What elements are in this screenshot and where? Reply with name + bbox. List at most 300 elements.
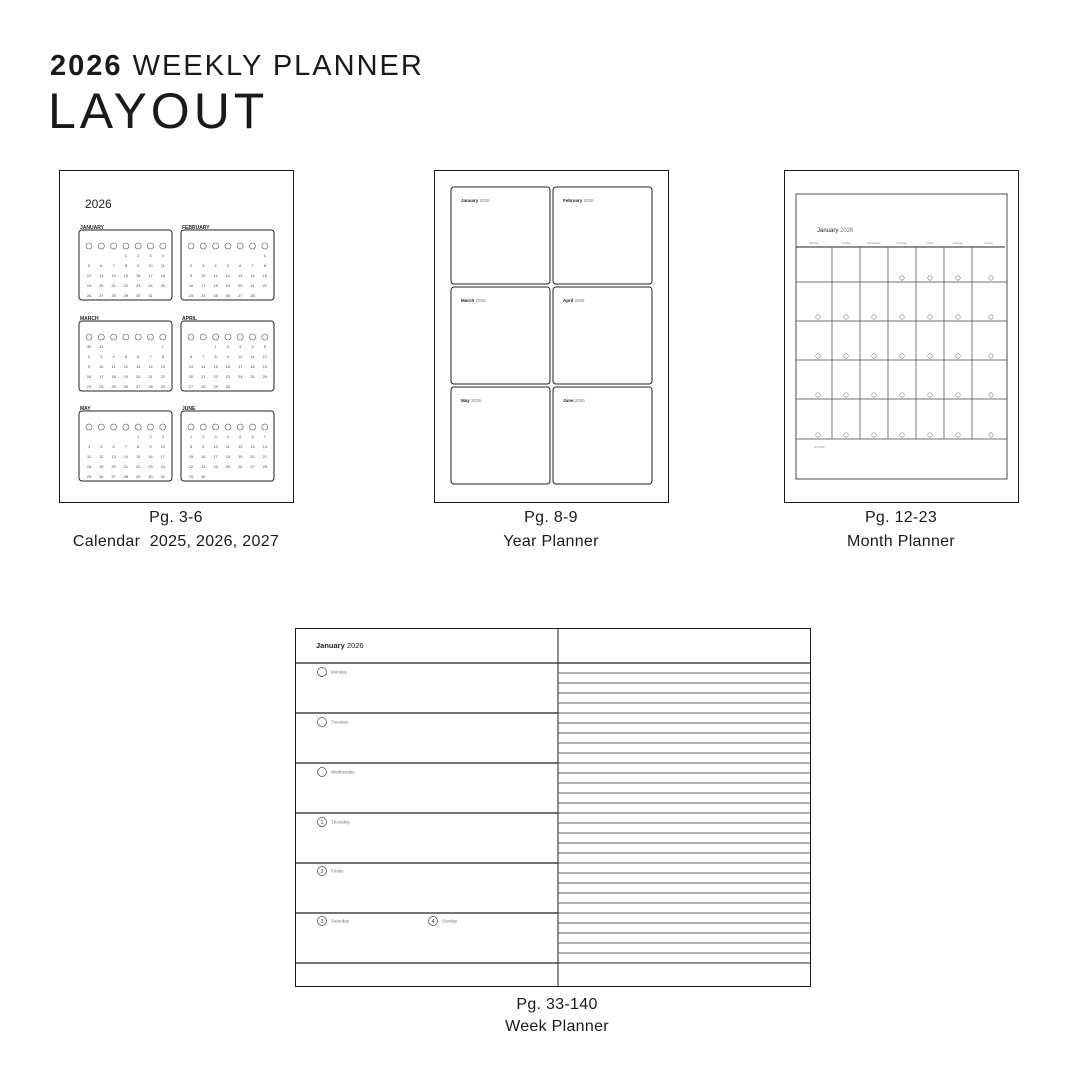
calendar-day-number: 23 — [201, 465, 206, 469]
calendar-day-number: 4 — [214, 264, 217, 268]
weekday-circle — [200, 334, 206, 340]
calendar-day-number: 4 — [112, 355, 115, 359]
year-caption-title: Year Planner — [503, 533, 599, 550]
calendar-day-number: 30 — [201, 475, 206, 479]
calendar-day-number: 22 — [136, 465, 141, 469]
calendar-day-number: 18 — [225, 455, 231, 459]
month-day-circle — [989, 433, 993, 437]
calendar-day-number: 13 — [238, 274, 243, 278]
calendar-day-number: 28 — [111, 294, 116, 298]
month-day-circle — [872, 354, 876, 358]
weekday-circle — [225, 424, 231, 430]
title-layout: LAYOUT — [48, 83, 269, 139]
calendar-day-number: 5 — [124, 355, 127, 359]
weekday-circle — [213, 334, 219, 340]
weekday-circle — [123, 424, 129, 430]
month-weekday-label: Thursday — [896, 242, 908, 245]
calendar-day-number: 12 — [225, 274, 231, 278]
week-day-label: Saturday — [331, 918, 350, 924]
calendar-day-number: 6 — [189, 355, 193, 359]
week-title — [316, 641, 364, 650]
calendar-day-number: 18 — [213, 284, 218, 288]
month-frame — [796, 194, 1007, 479]
calendar-day-number: 16 — [148, 455, 153, 459]
year-caption — [401, 506, 701, 554]
weekday-circle — [262, 424, 268, 430]
month-day-circle — [989, 354, 993, 358]
calendar-day-number: 23 — [86, 385, 92, 389]
calendar-day-number: 4 — [161, 254, 164, 258]
calendar-day-number: 14 — [201, 365, 206, 369]
calendar-day-number: 3 — [239, 345, 242, 349]
month-weekday-label: Sunday — [984, 242, 993, 245]
weekday-circle — [262, 334, 268, 340]
calendar-day-number: 9 — [87, 365, 91, 369]
weekday-circle — [123, 334, 129, 340]
month-day-circle — [816, 393, 820, 397]
calendar-day-number: 30 — [136, 294, 141, 298]
calendar-day-number: 14 — [111, 274, 116, 278]
month-title-month: January — [817, 228, 839, 234]
calendar-day-number: 9 — [137, 264, 140, 268]
calendar-day-number: 3 — [100, 355, 103, 359]
weekday-circle — [237, 424, 243, 430]
calendar-day-number: 8 — [137, 445, 140, 449]
year-planner-drawing — [435, 171, 667, 501]
calendar-month-name: MARCH — [80, 316, 99, 322]
month-weekday-label: Monday — [809, 242, 819, 245]
year-month-year: 2026 — [573, 398, 585, 403]
calendar-year-label: 2026 — [85, 197, 112, 211]
calendar-day-number: 30 — [86, 345, 92, 349]
calendar-day-number: 21 — [123, 465, 129, 469]
calendar-month-name: JANUARY — [80, 225, 104, 231]
month-day-circle — [900, 433, 904, 437]
week-planner-drawing — [296, 629, 810, 986]
calendar-day-number: 5 — [226, 264, 229, 268]
calendar-day-number: 23 — [225, 375, 231, 379]
calendar-day-number: 19 — [225, 284, 231, 288]
calendar-caption-pages: Pg. 3-6 — [149, 509, 203, 526]
calendar-day-number: 12 — [262, 355, 267, 359]
calendar-day-number: 3 — [161, 435, 164, 439]
calendar-day-number: 16 — [201, 455, 206, 459]
calendar-day-number: 11 — [213, 274, 218, 278]
month-caption-title: Month Planner — [847, 533, 955, 550]
weekday-circle — [237, 334, 243, 340]
calendar-day-number: 18 — [111, 375, 116, 379]
calendar-day-number: 28 — [262, 465, 267, 469]
weekday-circle — [148, 243, 154, 249]
calendar-day-number: 22 — [262, 284, 267, 288]
calendar-day-number: 8 — [124, 264, 127, 268]
calendar-day-number: 5 — [100, 445, 103, 449]
year-month-name: May — [461, 398, 470, 403]
weekday-circle — [135, 424, 141, 430]
month-caption — [751, 506, 1051, 554]
month-day-circle — [844, 393, 848, 397]
title-rest: WEEKLY PLANNER — [132, 50, 424, 82]
calendar-day-number: 5 — [239, 435, 242, 439]
calendar-day-number: 1 — [189, 435, 193, 439]
year-month-year: 2026 — [573, 298, 585, 303]
calendar-day-number: 20 — [111, 465, 116, 469]
calendar-day-number: 4 — [87, 445, 91, 449]
calendar-day-number: 28 — [123, 475, 129, 479]
year-month-label — [563, 398, 585, 403]
month-day-circle — [816, 315, 820, 319]
calendar-day-number: 6 — [100, 264, 103, 268]
calendar-day-number: 10 — [201, 274, 206, 278]
calendar-day-number: 17 — [148, 274, 153, 278]
week-day-label: Monday — [331, 669, 348, 675]
title-line-weekly-planner — [50, 52, 424, 81]
calendar-day-number: 14 — [250, 274, 255, 278]
calendar-day-number: 26 — [99, 475, 104, 479]
weekday-circle — [148, 334, 154, 340]
calendar-month-name: FEBRUARY — [182, 225, 210, 231]
calendar-day-number: 9 — [189, 274, 193, 278]
weekday-circle — [86, 334, 92, 340]
calendar-month-name: JUNE — [182, 406, 196, 412]
year-month-name: April — [563, 298, 574, 303]
month-weekday-label: Wednesday — [867, 242, 881, 245]
month-day-circle — [956, 315, 960, 319]
calendar-day-number: 31 — [148, 294, 153, 298]
weekday-circle — [250, 243, 256, 249]
calendar-day-number: 10 — [213, 445, 218, 449]
calendar-day-number: 19 — [123, 375, 129, 379]
calendar-day-number: 27 — [238, 294, 243, 298]
weekday-circle — [86, 243, 92, 249]
calendar-day-number: 1 — [263, 254, 266, 258]
calendar-day-number: 16 — [136, 274, 141, 278]
year-planner-page-preview — [434, 170, 669, 503]
calendar-day-number: 12 — [238, 445, 243, 449]
calendar-day-number: 25 — [160, 284, 165, 288]
calendar-day-number: 7 — [202, 355, 205, 359]
year-month-year: 2026 — [478, 198, 490, 203]
calendar-day-number: 20 — [238, 284, 243, 288]
calendar-day-number: 5 — [263, 345, 266, 349]
calendar-day-number: 25 — [111, 385, 116, 389]
calendar-day-number: 26 — [123, 385, 129, 389]
calendar-day-number: 8 — [189, 445, 193, 449]
month-day-circle — [900, 354, 904, 358]
calendar-day-number: 17 — [160, 455, 165, 459]
calendar-day-number: 27 — [136, 385, 141, 389]
calendar-day-number: 26 — [86, 294, 92, 298]
calendar-day-number: 23 — [148, 465, 153, 469]
week-caption-title: Week Planner — [505, 1018, 609, 1035]
week-day-number: 3 — [320, 919, 324, 926]
calendar-day-number: 3 — [214, 435, 217, 439]
month-day-circle — [956, 354, 960, 358]
month-title — [817, 228, 854, 234]
calendar-day-number: 16 — [225, 365, 231, 369]
calendar-day-number: 22 — [123, 284, 129, 288]
calendar-day-number: 22 — [213, 375, 218, 379]
weekday-circle — [160, 243, 166, 249]
calendar-day-number: 20 — [99, 284, 104, 288]
year-month-year: 2026 — [474, 298, 486, 303]
month-day-circle — [928, 354, 932, 358]
week-day-label: Thursday — [331, 819, 350, 825]
week-title-year: 2026 — [344, 641, 364, 650]
year-month-name: March — [461, 298, 475, 303]
month-day-circle — [816, 433, 820, 437]
week-day-number: 2 — [320, 869, 324, 876]
calendar-day-number: 29 — [213, 385, 218, 389]
title-year: 2026 — [50, 50, 123, 82]
calendar-day-number: 13 — [136, 365, 141, 369]
week-title-month: January — [316, 641, 345, 650]
calendar-day-number: 12 — [86, 274, 92, 278]
calendar-day-number: 7 — [112, 264, 115, 268]
week-day-label: Sunday — [442, 918, 458, 924]
calendar-day-number: 14 — [148, 365, 153, 369]
month-day-circle — [900, 276, 904, 280]
weekday-circle — [111, 424, 117, 430]
week-caption-pages: Pg. 33-140 — [516, 996, 598, 1013]
calendar-day-number: 13 — [188, 365, 194, 369]
calendar-day-number: 24 — [201, 294, 206, 298]
calendar-day-number: 20 — [136, 375, 141, 379]
calendar-day-number: 8 — [161, 355, 164, 359]
year-month-name: June — [563, 398, 574, 403]
calendar-day-number: 19 — [99, 465, 104, 469]
weekday-circle — [188, 334, 194, 340]
calendar-day-number: 2 — [137, 254, 140, 258]
weekday-circle — [135, 243, 141, 249]
calendar-day-number: 15 — [188, 455, 194, 459]
calendar-day-number: 11 — [250, 355, 255, 359]
calendar-day-number: 10 — [160, 445, 165, 449]
calendar-day-number: 11 — [160, 264, 165, 268]
weekday-circle — [250, 424, 256, 430]
year-caption-pages: Pg. 8-9 — [524, 509, 578, 526]
month-planner-drawing — [785, 171, 1017, 501]
calendar-day-number: 27 — [250, 465, 255, 469]
weekday-circle — [237, 243, 243, 249]
calendar-day-number: 14 — [123, 455, 129, 459]
month-notes-label: NOTES: — [814, 445, 826, 449]
calendar-day-number: 27 — [111, 475, 116, 479]
month-day-circle — [872, 433, 876, 437]
calendar-caption — [26, 506, 326, 554]
calendar-day-number: 15 — [262, 274, 267, 278]
calendar-day-number: 13 — [250, 445, 255, 449]
month-day-circle — [989, 315, 993, 319]
calendar-day-number: 15 — [160, 365, 165, 369]
calendar-day-number: 21 — [262, 455, 267, 459]
calendar-page-drawing — [60, 171, 292, 501]
year-month-label — [461, 198, 490, 203]
month-weekday-label: Friday — [926, 242, 934, 245]
weekday-circle — [148, 424, 154, 430]
weekday-circle — [135, 334, 141, 340]
calendar-day-number: 25 — [250, 375, 255, 379]
calendar-day-number: 29 — [188, 475, 194, 479]
month-weekday-label: Saturday — [952, 242, 964, 245]
calendar-day-number: 3 — [149, 254, 152, 258]
calendar-day-number: 15 — [213, 365, 218, 369]
calendar-day-number: 12 — [99, 455, 104, 459]
calendar-day-number: 28 — [201, 385, 206, 389]
month-caption-pages: Pg. 12-23 — [864, 509, 938, 526]
month-planner-page-preview — [784, 170, 1019, 503]
calendar-day-number: 21 — [250, 284, 255, 288]
calendar-page-preview — [59, 170, 294, 503]
calendar-day-number: 29 — [136, 475, 141, 479]
month-day-circle — [928, 276, 932, 280]
calendar-day-number: 8 — [263, 264, 266, 268]
year-month-label — [563, 298, 585, 303]
month-day-circle — [928, 433, 932, 437]
calendar-day-number: 26 — [262, 375, 267, 379]
month-day-circle — [900, 315, 904, 319]
weekday-circle — [160, 424, 166, 430]
weekday-circle — [213, 424, 219, 430]
week-day-number: 1 — [320, 820, 324, 827]
month-title-year: 2026 — [838, 228, 854, 234]
calendar-day-number: 25 — [213, 294, 218, 298]
calendar-day-number: 26 — [225, 294, 231, 298]
calendar-day-number: 4 — [226, 435, 229, 439]
calendar-caption-title: Calendar 2025, 2026, 2027 — [72, 533, 280, 550]
year-month-label — [461, 298, 486, 303]
weekday-circle — [225, 243, 231, 249]
calendar-day-number: 11 — [225, 445, 230, 449]
calendar-day-number: 7 — [124, 445, 127, 449]
month-day-circle — [956, 393, 960, 397]
calendar-day-number: 19 — [238, 455, 243, 459]
week-planner-page-preview — [295, 628, 811, 987]
calendar-day-number: 6 — [137, 355, 140, 359]
calendar-day-number: 20 — [250, 455, 255, 459]
calendar-day-number: 28 — [148, 385, 153, 389]
year-month-year: 2026 — [469, 398, 482, 403]
week-caption — [407, 994, 707, 1038]
calendar-day-number: 7 — [251, 264, 254, 268]
month-day-circle — [844, 433, 848, 437]
calendar-day-number: 2 — [202, 435, 205, 439]
calendar-day-number: 3 — [202, 264, 205, 268]
calendar-day-number: 6 — [112, 445, 115, 449]
calendar-day-number: 22 — [160, 375, 165, 379]
calendar-day-number: 15 — [136, 455, 141, 459]
weekday-circle — [160, 334, 166, 340]
calendar-day-number: 18 — [86, 465, 92, 469]
month-day-circle — [844, 354, 848, 358]
calendar-day-number: 13 — [111, 455, 116, 459]
calendar-day-number: 18 — [160, 274, 165, 278]
calendar-day-number: 16 — [188, 284, 194, 288]
weekday-circle — [225, 334, 231, 340]
weekday-circle — [86, 424, 92, 430]
week-day-label: Wednesday — [331, 769, 355, 775]
calendar-day-number: 25 — [225, 465, 231, 469]
calendar-day-number: 17 — [201, 284, 206, 288]
calendar-day-number: 13 — [99, 274, 104, 278]
week-day-circle — [318, 668, 327, 677]
calendar-day-number: 24 — [99, 385, 104, 389]
calendar-day-number: 10 — [99, 365, 104, 369]
calendar-day-number: 9 — [149, 445, 152, 449]
calendar-month-name: MAY — [80, 406, 91, 412]
weekday-circle — [98, 243, 104, 249]
calendar-day-number: 2 — [226, 345, 229, 349]
calendar-day-number: 7 — [263, 435, 266, 439]
week-day-label: Tuesday — [331, 719, 349, 725]
calendar-day-number: 15 — [123, 274, 129, 278]
year-month-year: 2026 — [582, 198, 594, 203]
calendar-day-number: 24 — [238, 375, 243, 379]
calendar-day-number: 17 — [238, 365, 243, 369]
calendar-day-number: 9 — [202, 445, 205, 449]
calendar-day-number: 8 — [214, 355, 217, 359]
calendar-day-number: 11 — [87, 455, 91, 459]
calendar-day-number: 6 — [239, 264, 242, 268]
calendar-day-number: 28 — [250, 294, 255, 298]
month-day-circle — [816, 354, 820, 358]
week-day-circle — [318, 718, 327, 727]
calendar-month-name: APRIL — [182, 316, 197, 322]
calendar-day-number: 31 — [160, 475, 165, 479]
calendar-day-number: 4 — [251, 345, 254, 349]
weekday-circle — [200, 424, 206, 430]
month-weekday-label: Tuesday — [841, 242, 851, 245]
weekday-circle — [111, 334, 117, 340]
month-day-circle — [956, 276, 960, 280]
month-day-circle — [844, 315, 848, 319]
weekday-circle — [98, 424, 104, 430]
calendar-day-number: 19 — [86, 284, 92, 288]
calendar-day-number: 20 — [188, 375, 194, 379]
calendar-day-number: 29 — [123, 294, 129, 298]
month-day-circle — [989, 393, 993, 397]
calendar-day-number: 26 — [238, 465, 243, 469]
calendar-day-number: 1 — [124, 254, 127, 258]
month-day-circle — [872, 315, 876, 319]
calendar-day-number: 5 — [87, 264, 91, 268]
calendar-day-number: 21 — [148, 375, 153, 379]
calendar-day-number: 30 — [225, 385, 231, 389]
calendar-day-number: 1 — [161, 345, 164, 349]
calendar-day-number: 24 — [213, 465, 218, 469]
calendar-day-number: 7 — [149, 355, 152, 359]
weekday-circle — [250, 334, 256, 340]
weekday-circle — [123, 243, 129, 249]
calendar-day-number: 10 — [148, 264, 153, 268]
calendar-day-number: 24 — [160, 465, 165, 469]
calendar-day-number: 12 — [123, 365, 129, 369]
calendar-day-number: 21 — [201, 375, 206, 379]
calendar-day-number: 1 — [214, 345, 217, 349]
calendar-day-number: 23 — [188, 294, 194, 298]
year-month-name: January — [461, 198, 479, 203]
calendar-day-number: 16 — [86, 375, 92, 379]
calendar-day-number: 21 — [111, 284, 116, 288]
calendar-day-number: 25 — [86, 475, 92, 479]
calendar-day-number: 17 — [213, 455, 218, 459]
month-day-circle — [989, 276, 993, 280]
calendar-day-number: 2 — [189, 264, 193, 268]
week-day-label: Friday — [331, 868, 344, 874]
week-day-circle — [318, 768, 327, 777]
calendar-day-number: 27 — [99, 294, 104, 298]
calendar-day-number: 23 — [136, 284, 141, 288]
